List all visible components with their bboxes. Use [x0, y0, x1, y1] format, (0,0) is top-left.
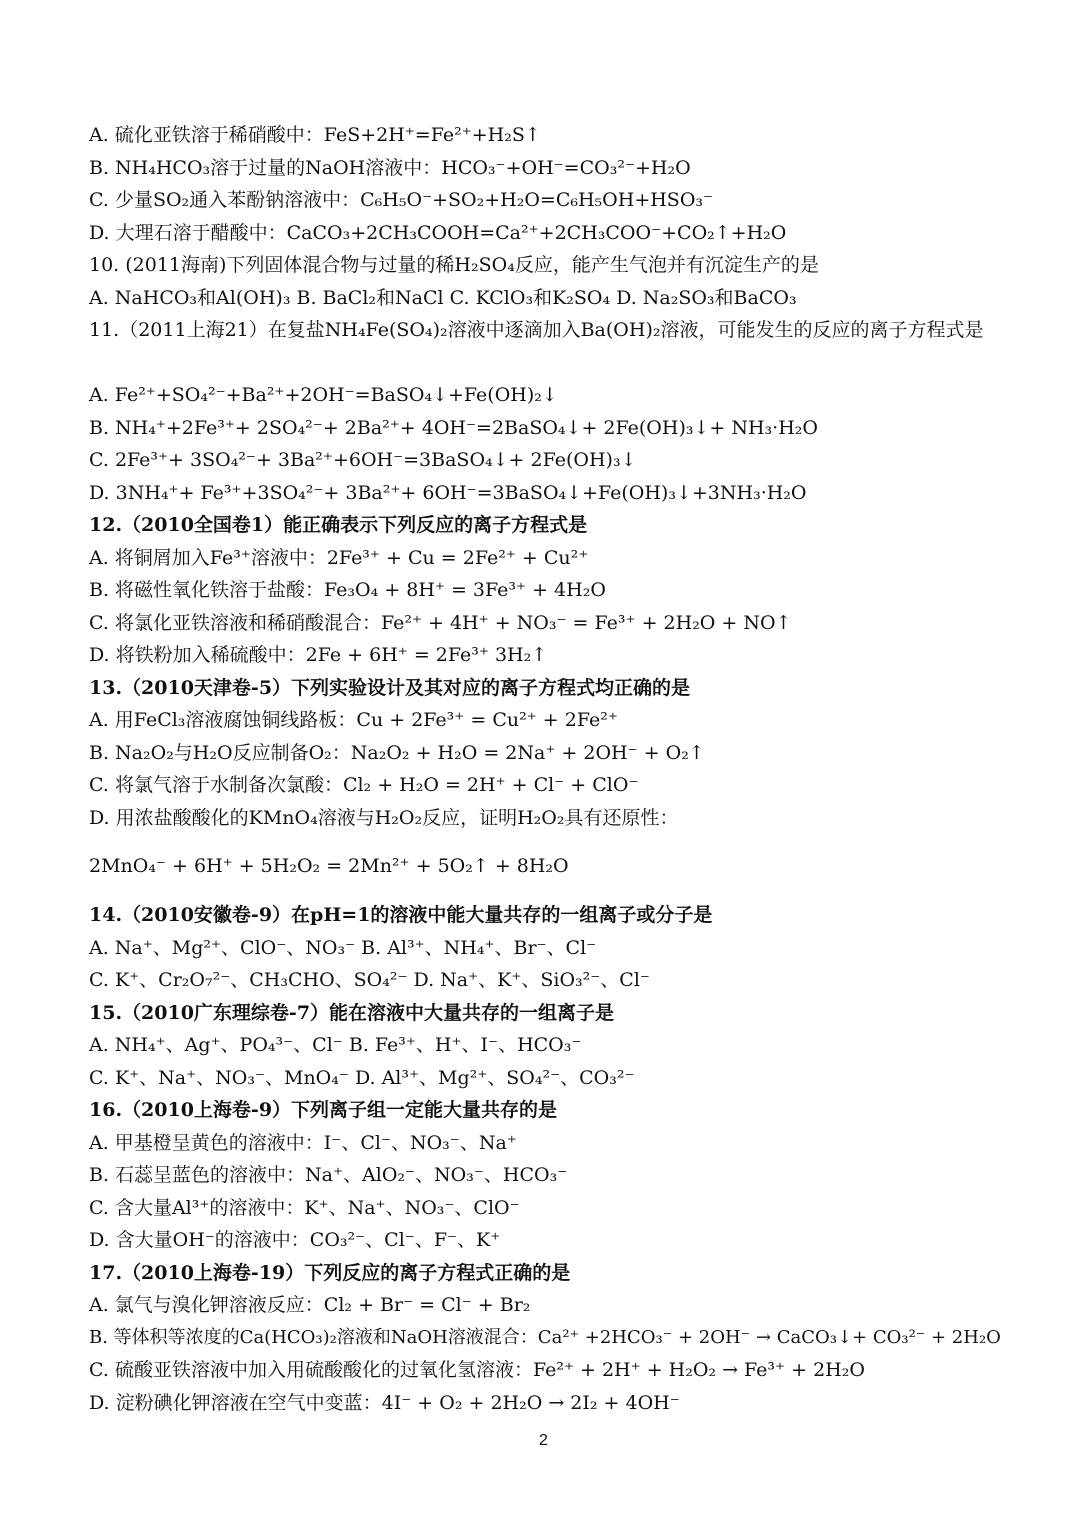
question-15: 15.（2010广东理综卷-7）能在溶液中大量共存的一组离子是 [89, 1002, 615, 1024]
option-line: B. 等体积等浓度的Ca(HCO₃)₂溶液和NaOH溶液混合：Ca²⁺ +2HCO₃⁻ + 2OH⁻ → CaCO₃↓+ CO₃²⁻ + 2H₂O [89, 1327, 1001, 1348]
option-line: B. NH₄⁺+2Fe³⁺+ 2SO₄²⁻+ 2Ba²⁺+ 4OH⁻=2BaSO₄↓+ 2Fe(OH)₃↓+ NH₃·H₂O [89, 417, 818, 439]
question-17: 17.（2010上海卷-19）下列反应的离子方程式正确的是 [89, 1262, 571, 1284]
option-line: A. 氯气与溴化钾溶液反应：Cl₂ + Br⁻ = Cl⁻ + Br₂ [89, 1294, 531, 1316]
question-14: 14.（2010安徽卷-9）在pH=1的溶液中能大量共存的一组离子或分子是 [89, 904, 713, 926]
equation-line: 2MnO₄⁻ + 6H⁺ + 5H₂O₂ = 2Mn²⁺ + 5O₂↑ + 8H₂O [89, 855, 569, 877]
option-line: D. 用浓盐酸酸化的KMnO₄溶液与H₂O₂反应，证明H₂O₂具有还原性： [89, 807, 679, 829]
option-line: A. NH₄⁺、Ag⁺、PO₄³⁻、Cl⁻ B. Fe³⁺、H⁺、I⁻、HCO₃⁻ [89, 1034, 582, 1056]
option-line: A. 甲基橙呈黄色的溶液中：I⁻、Cl⁻、NO₃⁻、Na⁺ [89, 1132, 517, 1154]
option-line: B. 石蕊呈蓝色的溶液中：Na⁺、AlO₂⁻、NO₃⁻、HCO₃⁻ [89, 1164, 568, 1186]
question-11: 11.（2011上海21）在复盐NH₄Fe(SO₄)₂溶液中逐滴加入Ba(OH)₂溶液，可能发生的反应的离子方程式是 [89, 319, 984, 341]
option-line: C. 硫酸亚铁溶液中加入用硫酸酸化的过氧化氢溶液：Fe²⁺ + 2H⁺ + H₂O₂ → Fe³⁺ + 2H₂O [89, 1359, 865, 1381]
page-number: 2 [539, 1432, 548, 1449]
question-16: 16.（2010上海卷-9）下列离子组一定能大量共存的是 [89, 1099, 558, 1121]
option-line: A. 硫化亚铁溶于稀硝酸中：FeS+2H⁺=Fe²⁺+H₂S↑ [89, 124, 541, 146]
option-line: A. NaHCO₃和Al(OH)₃ B. BaCl₂和NaCl C. KClO₃和K₂SO₄ D. Na₂SO₃和BaCO₃ [89, 287, 797, 309]
option-line: D. 含大量OH⁻的溶液中：CO₃²⁻、Cl⁻、F⁻、K⁺ [89, 1229, 501, 1251]
option-line: A. Na⁺、Mg²⁺、ClO⁻、NO₃⁻ B. Al³⁺、NH₄⁺、Br⁻、Cl⁻ [89, 937, 597, 959]
option-line: B. 将磁性氧化铁溶于盐酸：Fe₃O₄ + 8H⁺ = 3Fe³⁺ + 4H₂O [89, 579, 606, 601]
option-line: A. 将铜屑加入Fe³⁺溶液中：2Fe³⁺ + Cu = 2Fe²⁺ + Cu²⁺ [89, 547, 589, 569]
option-line: D. 3NH₄⁺+ Fe³⁺+3SO₄²⁻+ 3Ba²⁺+ 6OH⁻=3BaSO₄↓+Fe(OH)₃↓+3NH₃·H₂O [89, 482, 807, 504]
option-line: D. 大理石溶于醋酸中：CaCO₃+2CH₃COOH=Ca²⁺+2CH₃COO⁻+CO₂↑+H₂O [89, 222, 787, 244]
option-line: A. 用FeCl₃溶液腐蚀铜线路板：Cu + 2Fe³⁺ = Cu²⁺ + 2Fe²⁺ [89, 709, 618, 731]
option-line: D. 将铁粉加入稀硫酸中：2Fe + 6H⁺ = 2Fe³⁺ 3H₂↑ [89, 644, 548, 666]
option-line: C. 含大量Al³⁺的溶液中：K⁺、Na⁺、NO₃⁻、ClO⁻ [89, 1197, 520, 1219]
option-line: C. K⁺、Na⁺、NO₃⁻、MnO₄⁻ D. Al³⁺、Mg²⁺、SO₄²⁻、CO₃²⁻ [89, 1067, 635, 1089]
question-10: 10. (2011海南)下列固体混合物与过量的稀H₂SO₄反应，能产生气泡并有沉淀生产的是 [89, 254, 819, 276]
option-line: A. Fe²⁺+SO₄²⁻+Ba²⁺+2OH⁻=BaSO₄↓+Fe(OH)₂↓ [89, 384, 558, 406]
option-line: C. 将氯化亚铁溶液和稀硝酸混合：Fe²⁺ + 4H⁺ + NO₃⁻ = Fe³⁺ + 2H₂O + NO↑ [89, 612, 792, 634]
option-line: C. 2Fe³⁺+ 3SO₄²⁻+ 3Ba²⁺+6OH⁻=3BaSO₄↓+ 2Fe(OH)₃↓ [89, 449, 637, 471]
option-line: C. 少量SO₂通入苯酚钠溶液中：C₆H₅O⁻+SO₂+H₂O=C₆H₅OH+HSO₃⁻ [89, 189, 714, 211]
option-line: D. 淀粉碘化钾溶液在空气中变蓝：4I⁻ + O₂ + 2H₂O → 2I₂ + 4OH⁻ [89, 1392, 680, 1414]
option-line: B. NH₄HCO₃溶于过量的NaOH溶液中：HCO₃⁻+OH⁻=CO₃²⁻+H₂O [89, 157, 691, 179]
option-line: C. 将氯气溶于水制备次氯酸：Cl₂ + H₂O = 2H⁺ + Cl⁻ + ClO⁻ [89, 774, 639, 796]
question-13: 13.（2010天津卷-5）下列实验设计及其对应的离子方程式均正确的是 [89, 677, 691, 699]
option-line: B. Na₂O₂与H₂O反应制备O₂：Na₂O₂ + H₂O = 2Na⁺ + 2OH⁻ + O₂↑ [89, 742, 705, 764]
option-line: C. K⁺、Cr₂O₇²⁻、CH₃CHO、SO₄²⁻ D. Na⁺、K⁺、SiO₃²⁻、Cl⁻ [89, 969, 650, 991]
question-12: 12.（2010全国卷1）能正确表示下列反应的离子方程式是 [89, 514, 588, 536]
